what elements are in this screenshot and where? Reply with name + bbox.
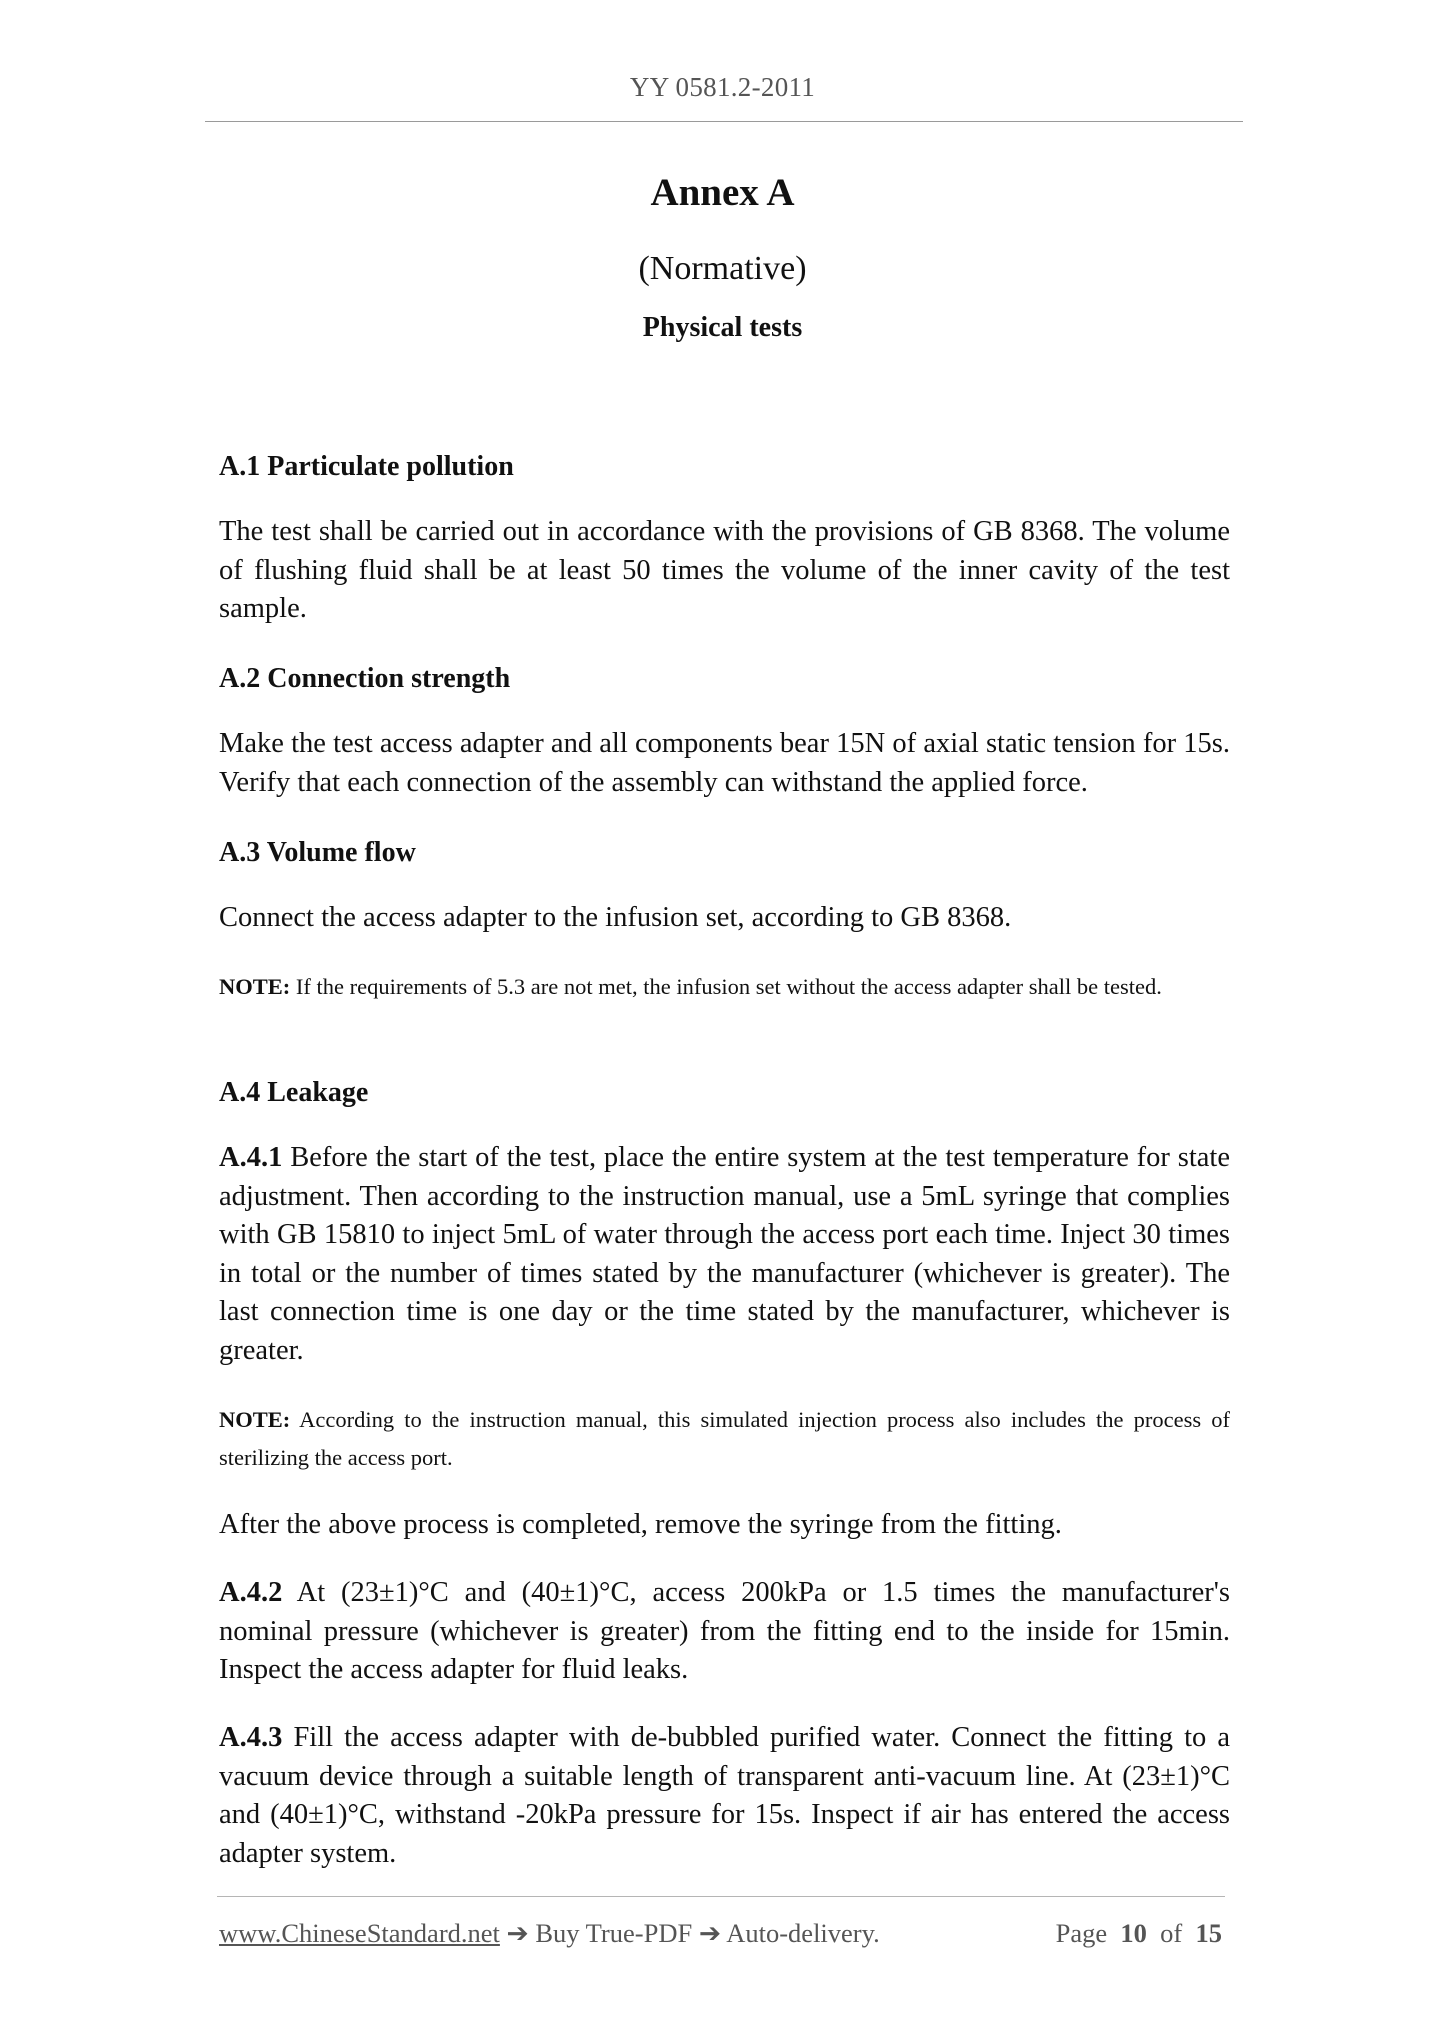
clause-text: Before the start of the test, place the entire system at the test temperature for state adjustment. Then according to the instruction manual, use a 5mL syringe that complies with GB 15810 to inject 5mL of water through the access port each time. Inject 30 times in total or the number of times stated by the manufacturer (whichever is greater). The last connection time is one day or the time stated by the manufacturer, whichever is greater. xyxy=(219,1142,1230,1366)
clause-number: A.4.1 xyxy=(219,1142,283,1173)
section-a4-after-text: After the above process is completed, remove the syringe from the fitting. xyxy=(219,1509,1062,1540)
note-label: NOTE: xyxy=(219,974,291,999)
section-a1-heading: A.1 Particulate pollution xyxy=(219,451,514,482)
header-divider xyxy=(205,121,1243,122)
page-label: Page xyxy=(1055,1918,1108,1948)
page-footer xyxy=(219,1918,1222,1949)
note-text: If the requirements of 5.3 are not met, the infusion set without the access adapter shall be tested. xyxy=(295,974,1162,999)
site-link[interactable]: www.ChineseStandard.net xyxy=(219,1918,500,1948)
section-a4-note xyxy=(219,1401,1230,1477)
section-a41-text xyxy=(219,1139,1230,1370)
section-a2-text: Make the test access adapter and all components bear 15N of axial static tension for 15s. Verify that each connection of the assembly can withstand the applied force. xyxy=(219,728,1230,798)
annex-type: (Normative) xyxy=(638,250,807,287)
clause-number: A.4.2 xyxy=(219,1577,283,1608)
section-a42-text xyxy=(219,1574,1230,1690)
footer-divider xyxy=(217,1896,1225,1897)
page-current: 10 xyxy=(1120,1918,1147,1948)
buy-text: Buy True-PDF xyxy=(535,1918,693,1948)
section-a3-note xyxy=(219,968,1230,1006)
section-a3-heading: A.3 Volume flow xyxy=(219,837,416,868)
clause-number: A.4.3 xyxy=(219,1722,283,1753)
page-indicator xyxy=(1056,1918,1222,1949)
arrow-right-icon: ➔ xyxy=(698,1918,722,1948)
clause-text: At (23±1)°C and (40±1)°C, access 200kPa or 1.5 times the manufacturer's nominal pressure (whichever is greater) from the fitting end to the inside for 15min. Inspect the access adapter for fluid leaks. xyxy=(219,1577,1230,1685)
section-a2-heading: A.2 Connection strength xyxy=(219,663,511,694)
section-a3-text: Connect the access adapter to the infusion set, according to GB 8368. xyxy=(219,902,1012,933)
note-label: NOTE: xyxy=(219,1407,291,1432)
annex-title: Annex A xyxy=(650,171,795,214)
page-of: of xyxy=(1160,1918,1183,1948)
clause-text: Fill the access adapter with de-bubbled purified water. Connect the fitting to a vacuum device through a suitable length of transparent anti-vacuum line. At (23±1)°C and (40±1)°C, withstand -20kPa pressure for 15s. Inspect if air has entered the access adapter system. xyxy=(219,1722,1230,1869)
note-text: According to the instruction manual, this simulated injection process also includes the process of sterilizing the access port. xyxy=(219,1407,1230,1470)
section-a43-text xyxy=(219,1719,1230,1873)
section-a1-text: The test shall be carried out in accordance with the provisions of GB 8368. The volume of flushing fluid shall be at least 50 times the volume of the inner cavity of the test sample. xyxy=(219,516,1230,624)
arrow-right-icon: ➔ xyxy=(506,1918,529,1948)
delivery-text: Auto-delivery. xyxy=(726,1918,880,1948)
section-a4-heading: A.4 Leakage xyxy=(219,1077,369,1108)
annex-subtitle: Physical tests xyxy=(642,312,803,343)
page-total: 15 xyxy=(1195,1918,1222,1948)
standard-code-header: YY 0581.2-2011 xyxy=(629,72,816,102)
